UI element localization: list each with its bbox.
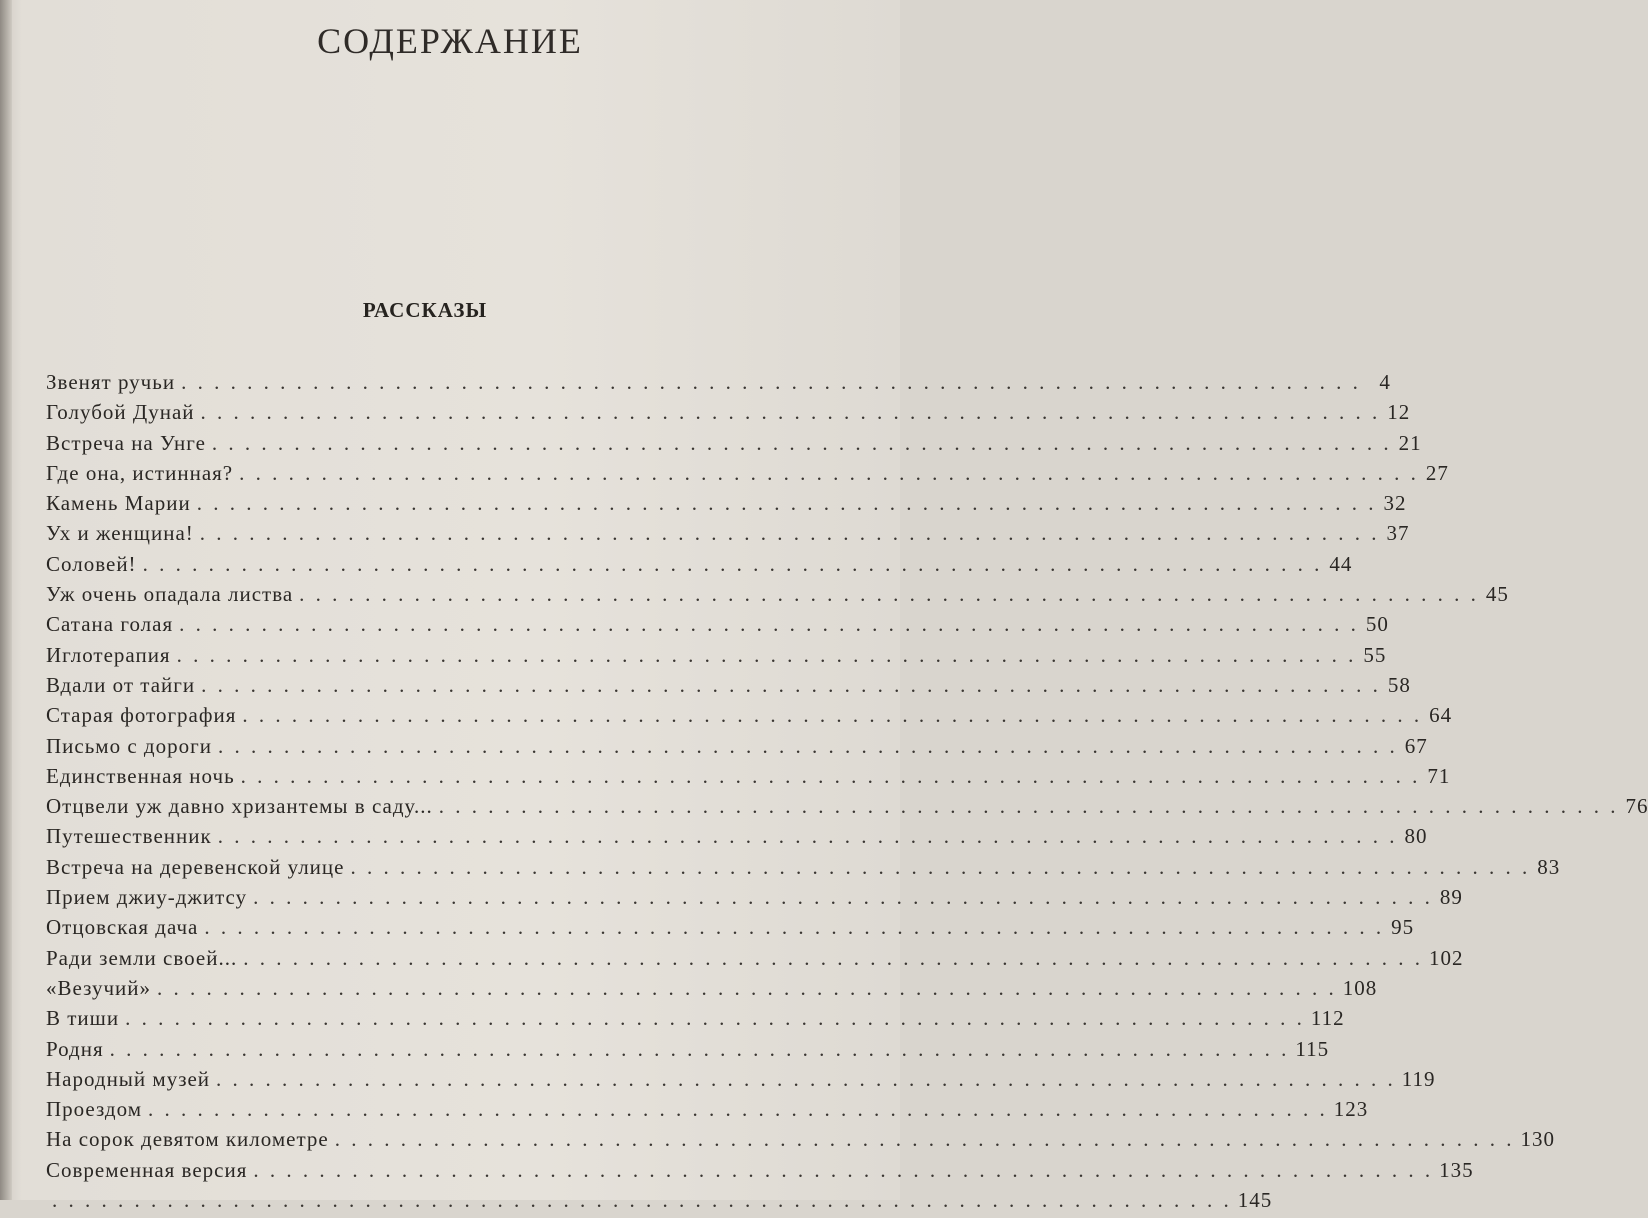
toc-entry-page-number: 50: [1365, 612, 1389, 637]
toc-entry-title: Отцовская дача: [46, 915, 199, 940]
toc-entry: [46, 400, 1411, 430]
toc-entry-page-number: 12: [1387, 400, 1411, 425]
toc-entry-page-number: 119: [1401, 1066, 1436, 1091]
toc-entry-page-number: 67: [1404, 733, 1428, 758]
toc-entry-title: Где она, истинная?: [46, 460, 234, 485]
toc-entry-page-number: 64: [1429, 703, 1453, 728]
toc-entry-title: Голубой Дунай: [46, 400, 195, 425]
toc-entry-page-number: 102: [1428, 945, 1464, 970]
toc-entry-page-number: 115: [1295, 1036, 1330, 1061]
toc-leader-dots: [439, 794, 1619, 819]
toc-entry: [46, 642, 1387, 673]
toc-leader-dots: [243, 946, 1423, 971]
toc-entry-page-number: 108: [1342, 975, 1378, 1000]
toc-entry: [46, 1097, 1369, 1127]
toc-entry-page-number: 71: [1427, 763, 1451, 788]
table-of-contents: [46, 370, 1648, 1218]
toc-entry: [46, 733, 1428, 764]
toc-entry: [46, 612, 1389, 642]
toc-entry-title: Сатана голая: [46, 612, 174, 637]
toc-entry-title: Встреча на деревенской улице: [46, 854, 345, 879]
toc-leader-dots: [299, 582, 1479, 607]
toc-entry-title: Вдали от тайги: [46, 672, 196, 697]
toc-leader-dots: [181, 370, 1361, 395]
toc-entry: [46, 1066, 1436, 1097]
toc-entry: [46, 885, 1463, 915]
toc-entry-page-number: 123: [1333, 1097, 1369, 1122]
toc-entry-page-number: 112: [1310, 1006, 1345, 1031]
toc-entry: [46, 703, 1453, 733]
toc-entry: [46, 1157, 1474, 1188]
toc-leader-dots: [197, 491, 1377, 516]
toc-entry: [46, 824, 1428, 854]
toc-entry-title: Камень Марии: [46, 491, 191, 516]
page-binding-shadow: [0, 0, 12, 1200]
toc-entry-page-number: 83: [1537, 854, 1561, 879]
toc-entry: [46, 915, 1415, 945]
toc-entry: [46, 491, 1407, 521]
toc-entry-title: В тиши: [46, 1006, 120, 1031]
toc-entry-title: Народный музей: [46, 1066, 211, 1091]
toc-entry-title: Единственная ночь: [46, 763, 235, 788]
toc-leader-dots: [253, 885, 1433, 910]
toc-entry-page-number: 37: [1386, 521, 1410, 546]
toc-entry-title: Встреча на Унге: [46, 430, 206, 455]
toc-leader-dots: [253, 1158, 1433, 1183]
toc-entry-title: Письмо с дороги: [46, 733, 212, 758]
toc-entry-page-number: 130: [1520, 1127, 1555, 1152]
toc-entry-title: Отцвели уж давно хризантемы в саду...: [46, 794, 433, 819]
toc-entry-page-number: 32: [1383, 491, 1407, 516]
toc-leader-dots: [241, 764, 1421, 789]
toc-entry-title: Прием джиу-джитсу: [46, 885, 248, 910]
toc-entry-title: Звенят ручьи: [46, 370, 176, 394]
toc-entry-page-number: 76: [1625, 794, 1648, 819]
toc-leader-dots: [335, 1127, 1515, 1152]
toc-leader-dots: [218, 734, 1398, 759]
toc-leader-dots: [125, 1006, 1305, 1031]
toc-entry-title: Старая фотография: [46, 703, 237, 728]
toc-leader-dots: [110, 1037, 1290, 1062]
toc-entry: [46, 1006, 1345, 1036]
toc-entry-title: Иглотерапия: [46, 642, 171, 667]
toc-leader-dots: [201, 400, 1381, 425]
toc-entry: [46, 1127, 1555, 1157]
toc-leader-dots: [239, 461, 1419, 486]
toc-entry-page-number: 135: [1439, 1157, 1474, 1182]
toc-entry-page-number: 44: [1329, 551, 1353, 576]
toc-entry-page-number: 95: [1391, 915, 1415, 940]
toc-leader-dots: [218, 824, 1398, 849]
toc-entry-title: Ух и женщина!: [46, 521, 194, 546]
toc-leader-dots: [143, 552, 1323, 577]
toc-entry-page-number: 89: [1439, 885, 1463, 910]
toc-entry: [46, 430, 1422, 461]
toc-entry: [46, 794, 1648, 824]
toc-leader-dots: [350, 855, 1530, 880]
toc-entry-title: «Везучий»: [46, 975, 151, 1000]
toc-leader-dots: [200, 521, 1380, 546]
toc-leader-dots: [204, 915, 1384, 940]
toc-entry-page-number: 27: [1425, 460, 1449, 485]
toc-entry-page-number: 58: [1387, 672, 1411, 697]
toc-entry-title: На сорок девятом километре: [46, 1127, 329, 1152]
toc-entry-title: Родня: [46, 1036, 104, 1061]
toc-leader-dots: [201, 673, 1381, 698]
toc-leader-dots: [216, 1067, 1396, 1092]
toc-entry-page-number: 21: [1398, 430, 1422, 455]
toc-leader-dots: [148, 1097, 1328, 1122]
toc-entry-page-number: 4: [1379, 370, 1391, 394]
toc-entry: [46, 521, 1410, 551]
toc-entry: [46, 854, 1561, 885]
toc-leader-dots: [157, 976, 1337, 1001]
toc-entry-title: Проездом: [46, 1097, 142, 1122]
toc-entry-title: Соловей!: [46, 551, 137, 576]
toc-entry: [46, 460, 1449, 491]
toc-entry: [46, 1188, 1273, 1218]
toc-entry-title: Ради земли своей...: [46, 945, 238, 970]
toc-entry: [46, 672, 1411, 703]
toc-entry-page-number: 80: [1404, 824, 1428, 849]
toc-entry: [46, 975, 1378, 1006]
toc-entry-title: Путешественник: [46, 824, 212, 849]
toc-leader-dots: [212, 431, 1392, 456]
toc-leader-dots: [52, 1188, 1232, 1213]
toc-entry-title: Современная версия: [46, 1157, 248, 1182]
toc-leader-dots: [179, 612, 1359, 637]
toc-entry: [46, 763, 1451, 794]
toc-entry-page-number: 45: [1485, 582, 1509, 607]
section-heading: РАССКАЗЫ: [362, 298, 488, 322]
toc-entry: [46, 945, 1464, 976]
toc-entry-page-number: 145: [1237, 1188, 1273, 1213]
toc-entry-title: Уж очень опадала листва: [46, 582, 294, 607]
toc-entry: [46, 370, 1391, 400]
toc-entry: [46, 551, 1353, 582]
toc-leader-dots: [242, 703, 1422, 728]
page-title: СОДЕРЖАНИЕ: [317, 21, 583, 61]
toc-entry-page-number: 55: [1363, 642, 1387, 667]
toc-entry: [46, 1036, 1330, 1067]
toc-leader-dots: [177, 643, 1357, 668]
toc-entry: [46, 582, 1509, 612]
